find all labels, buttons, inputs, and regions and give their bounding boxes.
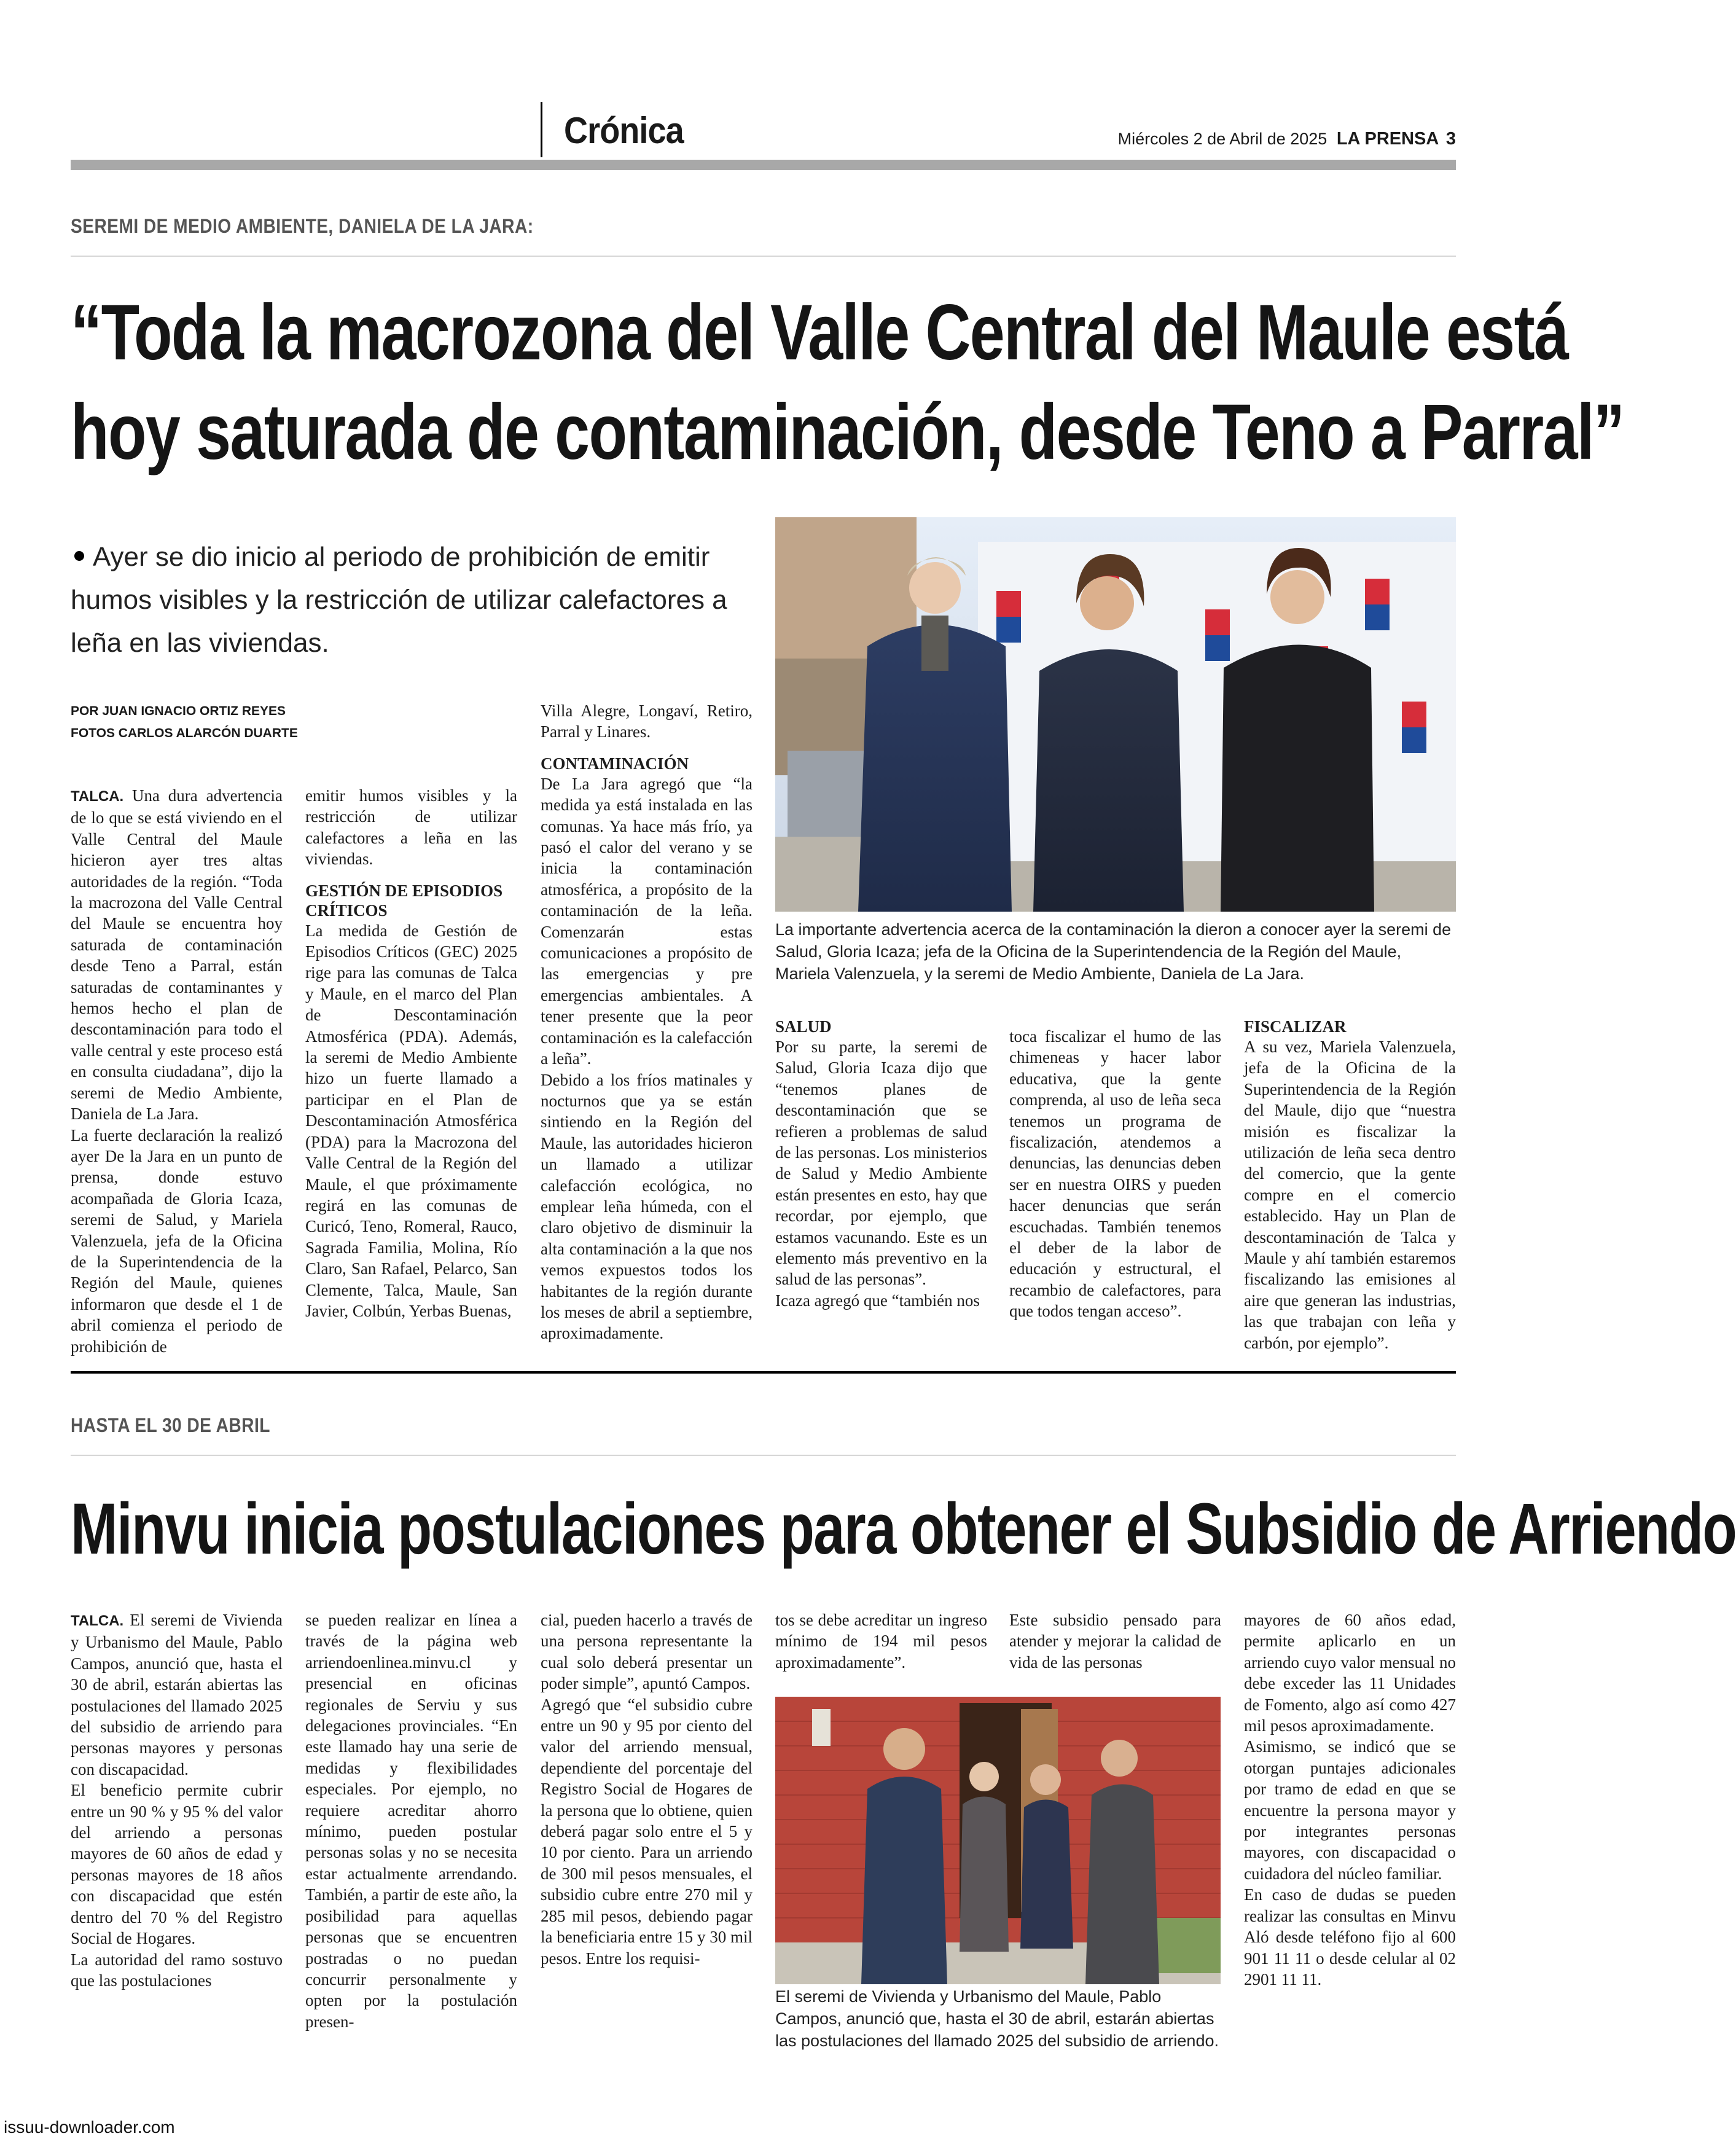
kicker-rule: [71, 1455, 1456, 1456]
column-text: mayores de 60 años edad, permite aplicarlo en un arriendo cuyo valor mensual no debe exceder las 11 Unidades de Fomento, algo así como 427 mil pesos aproximadamente.: [1244, 1611, 1456, 1735]
article2-kicker: HASTA EL 30 DE ABRIL: [71, 1414, 270, 1436]
watermark: issuu-downloader.com: [4, 2118, 175, 2137]
kicker-rule: [71, 256, 1456, 257]
article-divider: [71, 1371, 1456, 1374]
column-text: cial, pueden hacerlo a través de una persona representante la cual solo deberá presentar un poder simple”, apuntó Campos.: [541, 1611, 753, 1693]
header-dateline: [1118, 129, 1456, 149]
header-bar: [71, 160, 1456, 170]
article1-column-2: [305, 785, 517, 1321]
column-text: Agregó que “el subsidio cubre entre un 90 y 95 por ciento del valor del arriendo mensual, dependiente del porcentaje del Registro Social de Hogares de la persona que lo obtiene, quien deberá pagar solo entre el 5 y 10 por ciento. Para un arriendo de 300 mil pesos mensuales, el subsidio cubre entre 270 mil y 285 mil pesos, debiendo pagar la beneficiaria entre 15 y 30 mil pesos. Entre los requisi-: [541, 1695, 753, 1968]
column-text: Villa Alegre, Longaví, Retiro, Parral y Linares.: [541, 702, 753, 741]
column-text: Debido a los fríos matinales y nocturnos que ya se están sintiendo en la Región del Maule, las autoridades hicieron un llamado a utilizar calefacción ecológica, no emplear leña húmeda, con el claro objetivo de disminuir la alta contaminación a la que nos vemos expuestos todos los habitantes de la región durante los meses de abril a septiembre, aproximadamente.: [541, 1070, 753, 1343]
article2-column-1: [71, 1609, 283, 1991]
column-text: Por su parte, la seremi de Salud, Gloria Icaza dijo que “tenemos planes de descontaminación que se refieren a problemas de salud de las personas. Los ministerios de Salud y Medio Ambiente están presentes en esto, hay que recordar, por ejemplo, que estamos vacunando. Este es un elemento más preventivo en la salud de las personas”.: [775, 1038, 987, 1289]
article1-headline-line2: hoy saturada de contaminación, desde Teno a Parral”: [71, 388, 1624, 476]
column-text: En caso de dudas se pueden realizar las consultas en Minvu Aló desde teléfono fijo al 600 901 11 11 o desde celular al 02 2901 11 11.: [1244, 1885, 1456, 1989]
article1-column-6: [1244, 1017, 1456, 1353]
column-text: A su vez, Mariela Valenzuela, jefa de la Oficina de la Superintendencia de la Región del Maule, dijo que “nuestra misión es fiscalizar la utilización de leña seca dentro del comercio, que la gente compre en el comercio establecido. Hay un Plan de descontaminación de Talca y Maule y ahí también estaremos fiscalizando las emisiones al aire que generan las industrias, las que trabajan con leña y carbón, por ejemplo”.: [1244, 1038, 1456, 1352]
subheading: SALUD: [775, 1017, 832, 1036]
article1-lead: [71, 536, 759, 665]
header-date: Miércoles 2 de Abril de 2025: [1117, 130, 1327, 148]
article1-column-4: [775, 1017, 987, 1311]
article1-caption: La importante advertencia acerca de la contaminación la dieron a conocer ayer la seremi de Salud, Gloria Icaza; jefa de la Oficina de la Superintendencia de la Región del Maule, Mariela Valenzuela, y la seremi de Medio Ambiente, Daniela de La Jara.: [775, 920, 1452, 983]
article2-column-6: [1244, 1609, 1456, 1990]
column-text: De La Jara agregó que “la medida ya está instalada en las comunas. Ya hace más frío, ya pasó el calor del verano y se inicia la contaminación atmosférica, a propósito de la contaminación de la leña. Comenzarán estas comunicaciones a propósito de las emergencias y pre emergencias ambientales. A tener presente que la peor contaminación es la calefacción a leña”.: [541, 774, 753, 1068]
article2-caption: El seremi de Vivienda y Urbanismo del Maule, Pablo Campos, anunció que, hasta el 30 de abril, estarán abiertas las postulaciones del llamado 2025 del subsidio de arriendo.: [775, 1987, 1219, 2050]
article1-headline-line1: “Toda la macrozona del Valle Central del Maule está: [71, 289, 1568, 377]
column-text: toca fiscalizar el humo de las chimeneas y hacer labor educativa, que la gente comprenda, al uso de leña seca tenemos un programa de fiscalización, atendemos a denuncias, las denuncias deben ser en nuestra OIRS y pueden hacer denuncias que serán escuchadas. También tenemos el deber de la labor de educación y estructural, el recambio de calefactores, para que todos tengan acceso”.: [1009, 1027, 1221, 1321]
column-text: Una dura advertencia de lo que se está viviendo en el Valle Central del Maule hicieron ayer tres altas autoridades de la región. “Toda la macrozona del Valle Central del Maule se encuentra hoy saturada de contaminación desde Teno a Parral, están saturadas de contaminantes y hemos hecho el plan de descontaminación para todo el valle central y este proceso está en consulta ciudadana”, dijo la seremi de Medio Ambiente, Daniela de La Jara.: [71, 786, 283, 1124]
column-text: se pueden realizar en línea a través de la página web arriendoenlinea.minvu.cl y presencial en oficinas regionales de Serviu y sus delegaciones provinciales. “En este llamado hay una serie de medidas y flexibilidades especiales. Por ejemplo, no requiere acreditar ahorro mínimo, pueden postular personas solas y no se necesita estar actualmente arrendando. También, a partir de este año, la posibilidad para aquellas personas que se encuentren postradas o no puedan concurrir personalmente y opten por la postulación presen-: [305, 1611, 517, 2031]
column-text: El beneficio permite cubrir entre un 90 % y 95 % del valor del arriendo a personas mayores de 60 años de edad y personas mayores de 18 años con discapacidad que estén dentro del 70 % del Registro Social de Hogares.: [71, 1781, 283, 1948]
article1-column-5: [1009, 1026, 1221, 1322]
article1-column-3: [541, 700, 753, 1344]
subheading: GESTIÓN DE EPISODIOS CRÍTICOS: [305, 881, 503, 920]
header-divider: [541, 102, 542, 157]
subheading: CONTAMINACIÓN: [541, 754, 689, 773]
dateline-city: TALCA.: [71, 1613, 124, 1629]
bullet-icon: [74, 551, 84, 561]
column-text: tos se debe acreditar un ingreso mínimo de 194 mil pesos aproximadamente”.: [775, 1611, 987, 1672]
article2-photo: [775, 1697, 1221, 1984]
page-number: 3: [1445, 129, 1456, 149]
byline: [71, 700, 298, 745]
column-text: La autoridad del ramo sostuvo que las postulaciones: [71, 1950, 283, 1990]
column-text: emitir humos visibles y la restricción de utilizar calefactores a leña en las viviendas.: [305, 786, 517, 869]
column-text: Este subsidio pensado para atender y mejorar la calidad de vida de las personas: [1009, 1611, 1221, 1672]
dateline-city: TALCA.: [71, 788, 124, 805]
article2-column-3: [541, 1609, 753, 1969]
byline-photos: FOTOS CARLOS ALARCÓN DUARTE: [71, 726, 298, 740]
byline-author: POR JUAN IGNACIO ORTIZ REYES: [71, 704, 286, 718]
article2-column-5: [1009, 1609, 1221, 1673]
article1-photo: [775, 517, 1456, 912]
subheading: FISCALIZAR: [1244, 1017, 1347, 1036]
article2-headline: Minvu inicia postulaciones para obtener el Subsidio de Arriendo: [71, 1488, 1736, 1570]
column-text: El seremi de Vivienda y Urbanismo del Maule, Pablo Campos, anunció que, hasta el 30 de abril, estarán abiertas las postulaciones del llamado 2025 del subsidio de arriendo para personas mayores y personas con discapacidad.: [71, 1611, 283, 1778]
column-text: Asimismo, se indicó que se otorgan puntajes adicionales por tramo de edad en que se encuentre la persona mayor y por integrantes personas mayores, con discapacidad o cuidadora del núcleo familiar.: [1244, 1737, 1456, 1883]
column-text: La medida de Gestión de Episodios Críticos (GEC) 2025 rige para las comunas de Talca y Maule, en el marco del Plan de Descontaminación Atmosférica (PDA). Además, la seremi de Medio Ambiente hizo un fuerte llamado a participar en el Plan de Descontaminación Atmosférica (PDA) para la Macrozona del Valle Central de la Región del Maule, el que próximamente regirá en las comunas de Curicó, Teno, Romeral, Rauco, Sagrada Familia, Molina, Río Claro, San Rafael, Pelarco, San Clemente, Talca, Maule, San Javier, Colbún, Yerbas Buenas,: [305, 921, 517, 1320]
column-text: Icaza agregó que “también nos: [775, 1291, 980, 1310]
article1-column-1: [71, 785, 283, 1357]
article2-column-4: [775, 1609, 987, 1673]
column-text: La fuerte declaración la realizó ayer De la Jara en un punto de prensa, donde estuvo acompañada de Gloria Icaza, seremi de Salud, y Mariela Valenzuela, jefa de la Oficina de la Superintendencia de la Región del Maule, quienes informaron que desde el 1 de abril comienza el periodo de prohibición de: [71, 1125, 283, 1356]
section-title: Crónica: [564, 110, 684, 151]
newspaper-name: LA PRENSA: [1336, 129, 1439, 149]
article2-column-2: [305, 1609, 517, 2032]
lead-text: Ayer se dio inicio al periodo de prohibición de emitir humos visibles y la restricción de utilizar calefactores a leña en las viviendas.: [71, 542, 727, 658]
article1-kicker: SEREMI DE MEDIO AMBIENTE, DANIELA DE LA JARA:: [71, 215, 534, 237]
